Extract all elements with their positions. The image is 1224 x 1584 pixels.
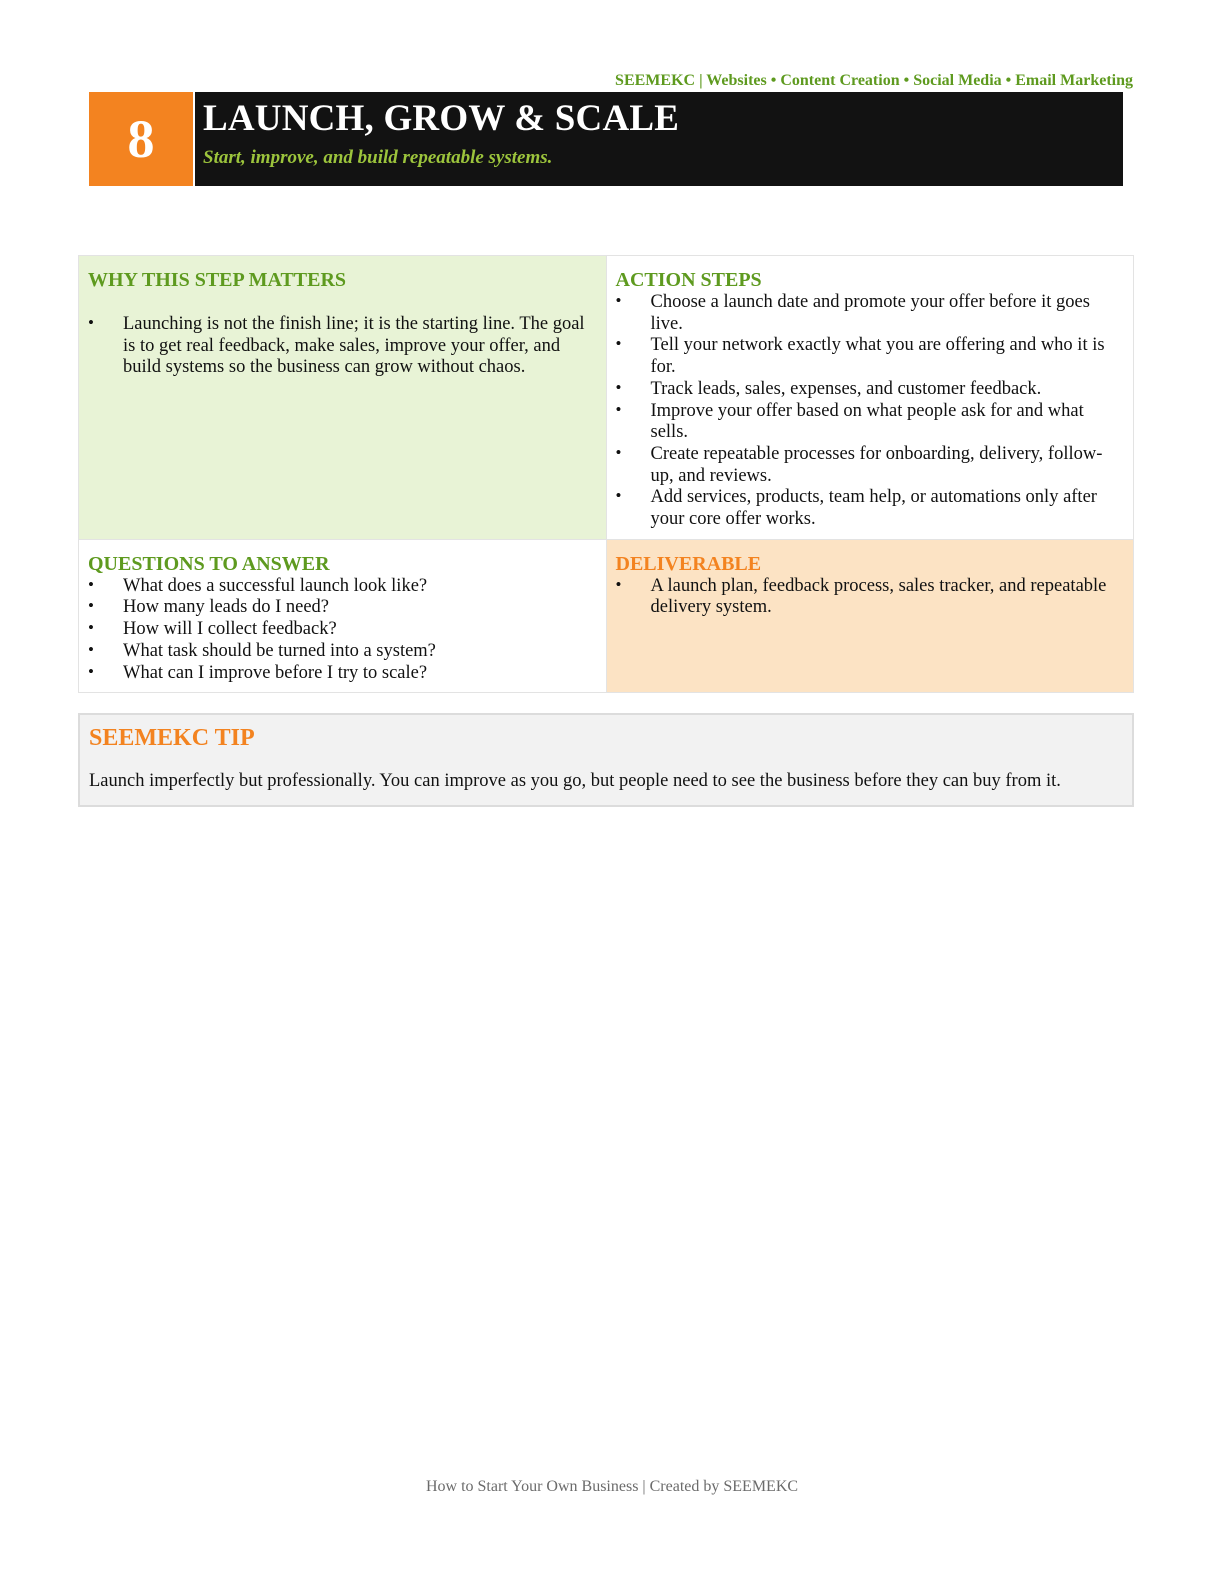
page-subtitle: Start, improve, and build repeatable systems. — [203, 146, 553, 168]
action-steps-list — [616, 292, 1126, 531]
page-title: LAUNCH, GROW & SCALE — [203, 98, 680, 139]
action-steps-section — [606, 256, 1134, 540]
questions-list — [88, 576, 598, 685]
action-steps-heading: ACTION STEPS — [615, 269, 762, 291]
list-item: • How will I collect feedback? — [88, 619, 598, 641]
list-item: • What task should be turned into a system? — [88, 641, 598, 663]
banner-text-block — [195, 92, 1123, 186]
tip-box — [78, 713, 1134, 807]
list-item: • Track leads, sales, expenses, and customer feedback. — [616, 379, 1126, 401]
list-item: • Launching is not the finish line; it is the starting line. The goal is to get real feedback, make sales, improve your offer, and build systems so the business can grow without chaos. — [88, 314, 598, 379]
list-item: • Add services, products, team help, or automations only after your core offer works. — [616, 487, 1126, 530]
deliverable-heading: DELIVERABLE — [615, 552, 762, 575]
deliverable-list — [616, 576, 1126, 619]
list-item: • A launch plan, feedback process, sales tracker, and repeatable delivery system. — [616, 576, 1126, 619]
list-item: • Tell your network exactly what you are offering and who it is for. — [616, 335, 1126, 378]
why-heading: WHY THIS STEP MATTERS — [88, 269, 347, 291]
list-item: • Improve your offer based on what people ask for and what sells. — [616, 401, 1126, 444]
page-footer: How to Start Your Own Business | Created by SEEMEKC — [425, 1478, 799, 1495]
why-list — [88, 314, 598, 379]
tip-title: SEEMEKC TIP — [89, 725, 255, 751]
list-item: • Create repeatable processes for onboarding, delivery, follow-up, and reviews. — [616, 444, 1126, 487]
step-info-grid — [78, 255, 1134, 693]
deliverable-section — [606, 539, 1134, 693]
why-section — [79, 256, 607, 540]
step-banner — [89, 92, 1123, 186]
step-number: 8 — [89, 92, 195, 186]
list-item: • What can I improve before I try to scale? — [88, 663, 598, 685]
list-item: • How many leads do I need? — [88, 597, 598, 619]
header-tagline: SEEMEKC | Websites • Content Creation • Social Media • Email Marketing — [615, 72, 1133, 89]
questions-section — [79, 539, 607, 693]
list-item: • What does a successful launch look like? — [88, 576, 598, 598]
questions-heading: QUESTIONS TO ANSWER — [88, 552, 330, 575]
list-item: • Choose a launch date and promote your offer before it goes live. — [616, 292, 1126, 335]
tip-text: Launch imperfectly but professionally. You can improve as you go, but people need to see the business before they can buy from it. — [89, 771, 1061, 791]
